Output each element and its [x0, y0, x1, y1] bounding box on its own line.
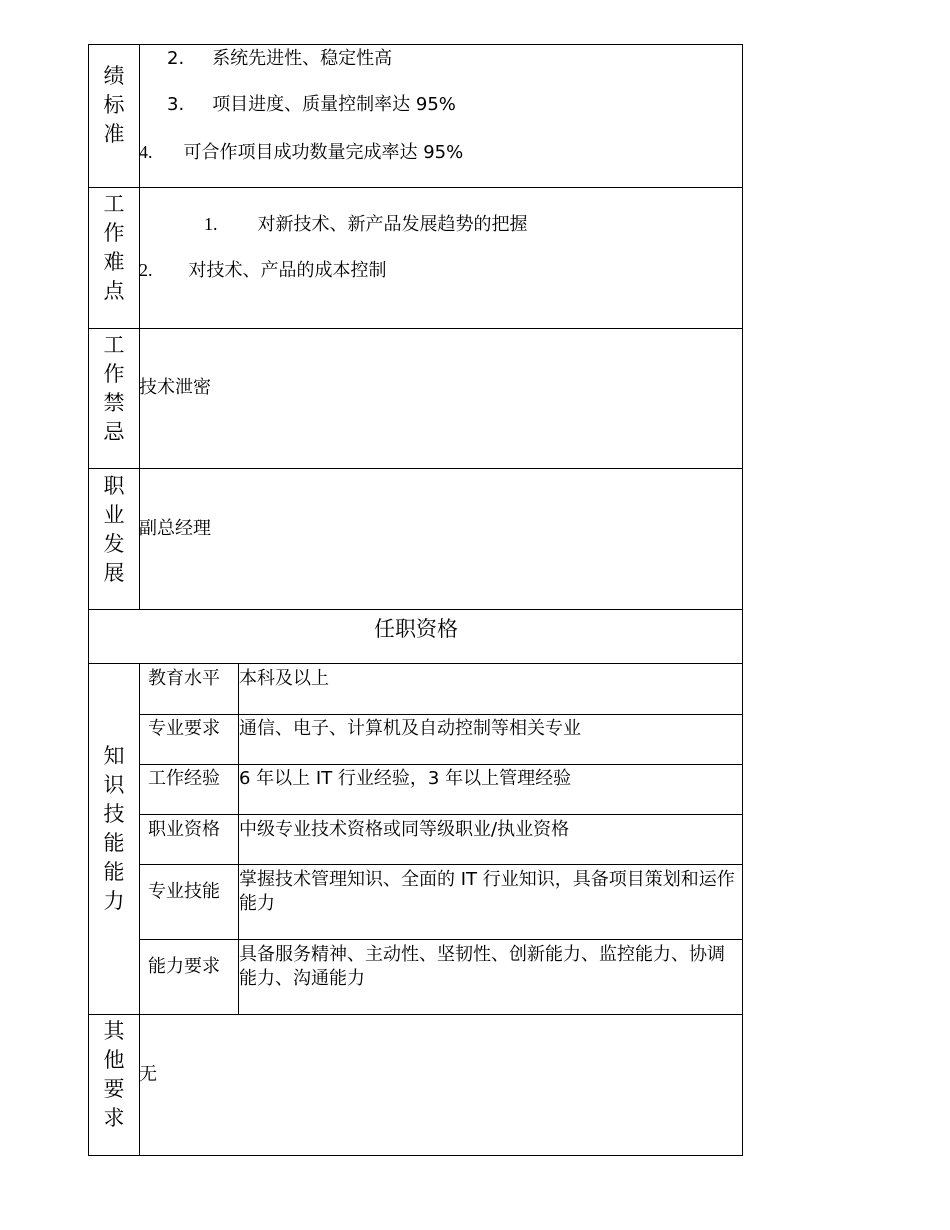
taboo-text: 技术泄密 — [139, 377, 211, 398]
other-text: 无 — [139, 1064, 157, 1085]
skill-row-name: 能力要求 — [148, 956, 220, 977]
row-divider — [88, 328, 743, 329]
skill-row-name: 教育水平 — [148, 668, 220, 689]
performance-item: 4. 可合作项目成功数量完成率达 95% — [139, 142, 464, 163]
other-label: 其 他 要 求 — [103, 1019, 125, 1130]
skill-row-name: 专业要求 — [148, 718, 220, 739]
row-divider — [139, 864, 743, 865]
qualifications-heading: 任职资格 — [374, 617, 458, 641]
skill-row-value: 中级专业技术资格或同等级职业/执业资格 — [239, 819, 570, 840]
performance-item: 3. 项目进度、质量控制率达 95% — [167, 94, 456, 115]
skill-row-name: 职业资格 — [148, 819, 220, 840]
row-divider — [139, 764, 743, 765]
performance-label: 绩 标 准 — [103, 64, 125, 146]
skill-row-value: 掌握技术管理知识、全面的 IT 行业知识，具备项目策划和运作能力 — [239, 869, 735, 914]
performance-item: 2. 系统先进性、稳定性高 — [167, 48, 393, 69]
row-divider — [88, 663, 743, 664]
difficulty-label: 工 作 难 点 — [103, 192, 125, 303]
row-divider — [139, 814, 743, 815]
row-divider — [139, 714, 743, 715]
career-text: 副总经理 — [139, 518, 211, 539]
skills-label: 知 识 技 能 能 力 — [103, 744, 125, 913]
career-label: 职 业 发 展 — [103, 474, 125, 585]
taboo-label: 工 作 禁 忌 — [103, 333, 125, 444]
row-divider — [139, 939, 743, 940]
skill-row-value: 具备服务精神、主动性、坚韧性、创新能力、监控能力、协调能力、沟通能力 — [239, 944, 725, 989]
skill-row-name: 专业技能 — [148, 881, 220, 902]
row-divider — [88, 609, 743, 610]
skill-row-value: 6 年以上 IT 行业经验，3 年以上管理经验 — [239, 768, 572, 789]
row-divider — [88, 187, 743, 188]
skill-row-value: 本科及以上 — [239, 668, 329, 689]
skill-row-value: 通信、电子、计算机及自动控制等相关专业 — [239, 718, 581, 739]
skill-row-name: 工作经验 — [148, 768, 220, 789]
difficulty-item: 1. 对新技术、新产品发展趋势的把握 — [204, 214, 528, 235]
difficulty-item: 2. 对技术、产品的成本控制 — [139, 260, 387, 281]
row-divider — [88, 468, 743, 469]
row-divider — [88, 1014, 743, 1015]
